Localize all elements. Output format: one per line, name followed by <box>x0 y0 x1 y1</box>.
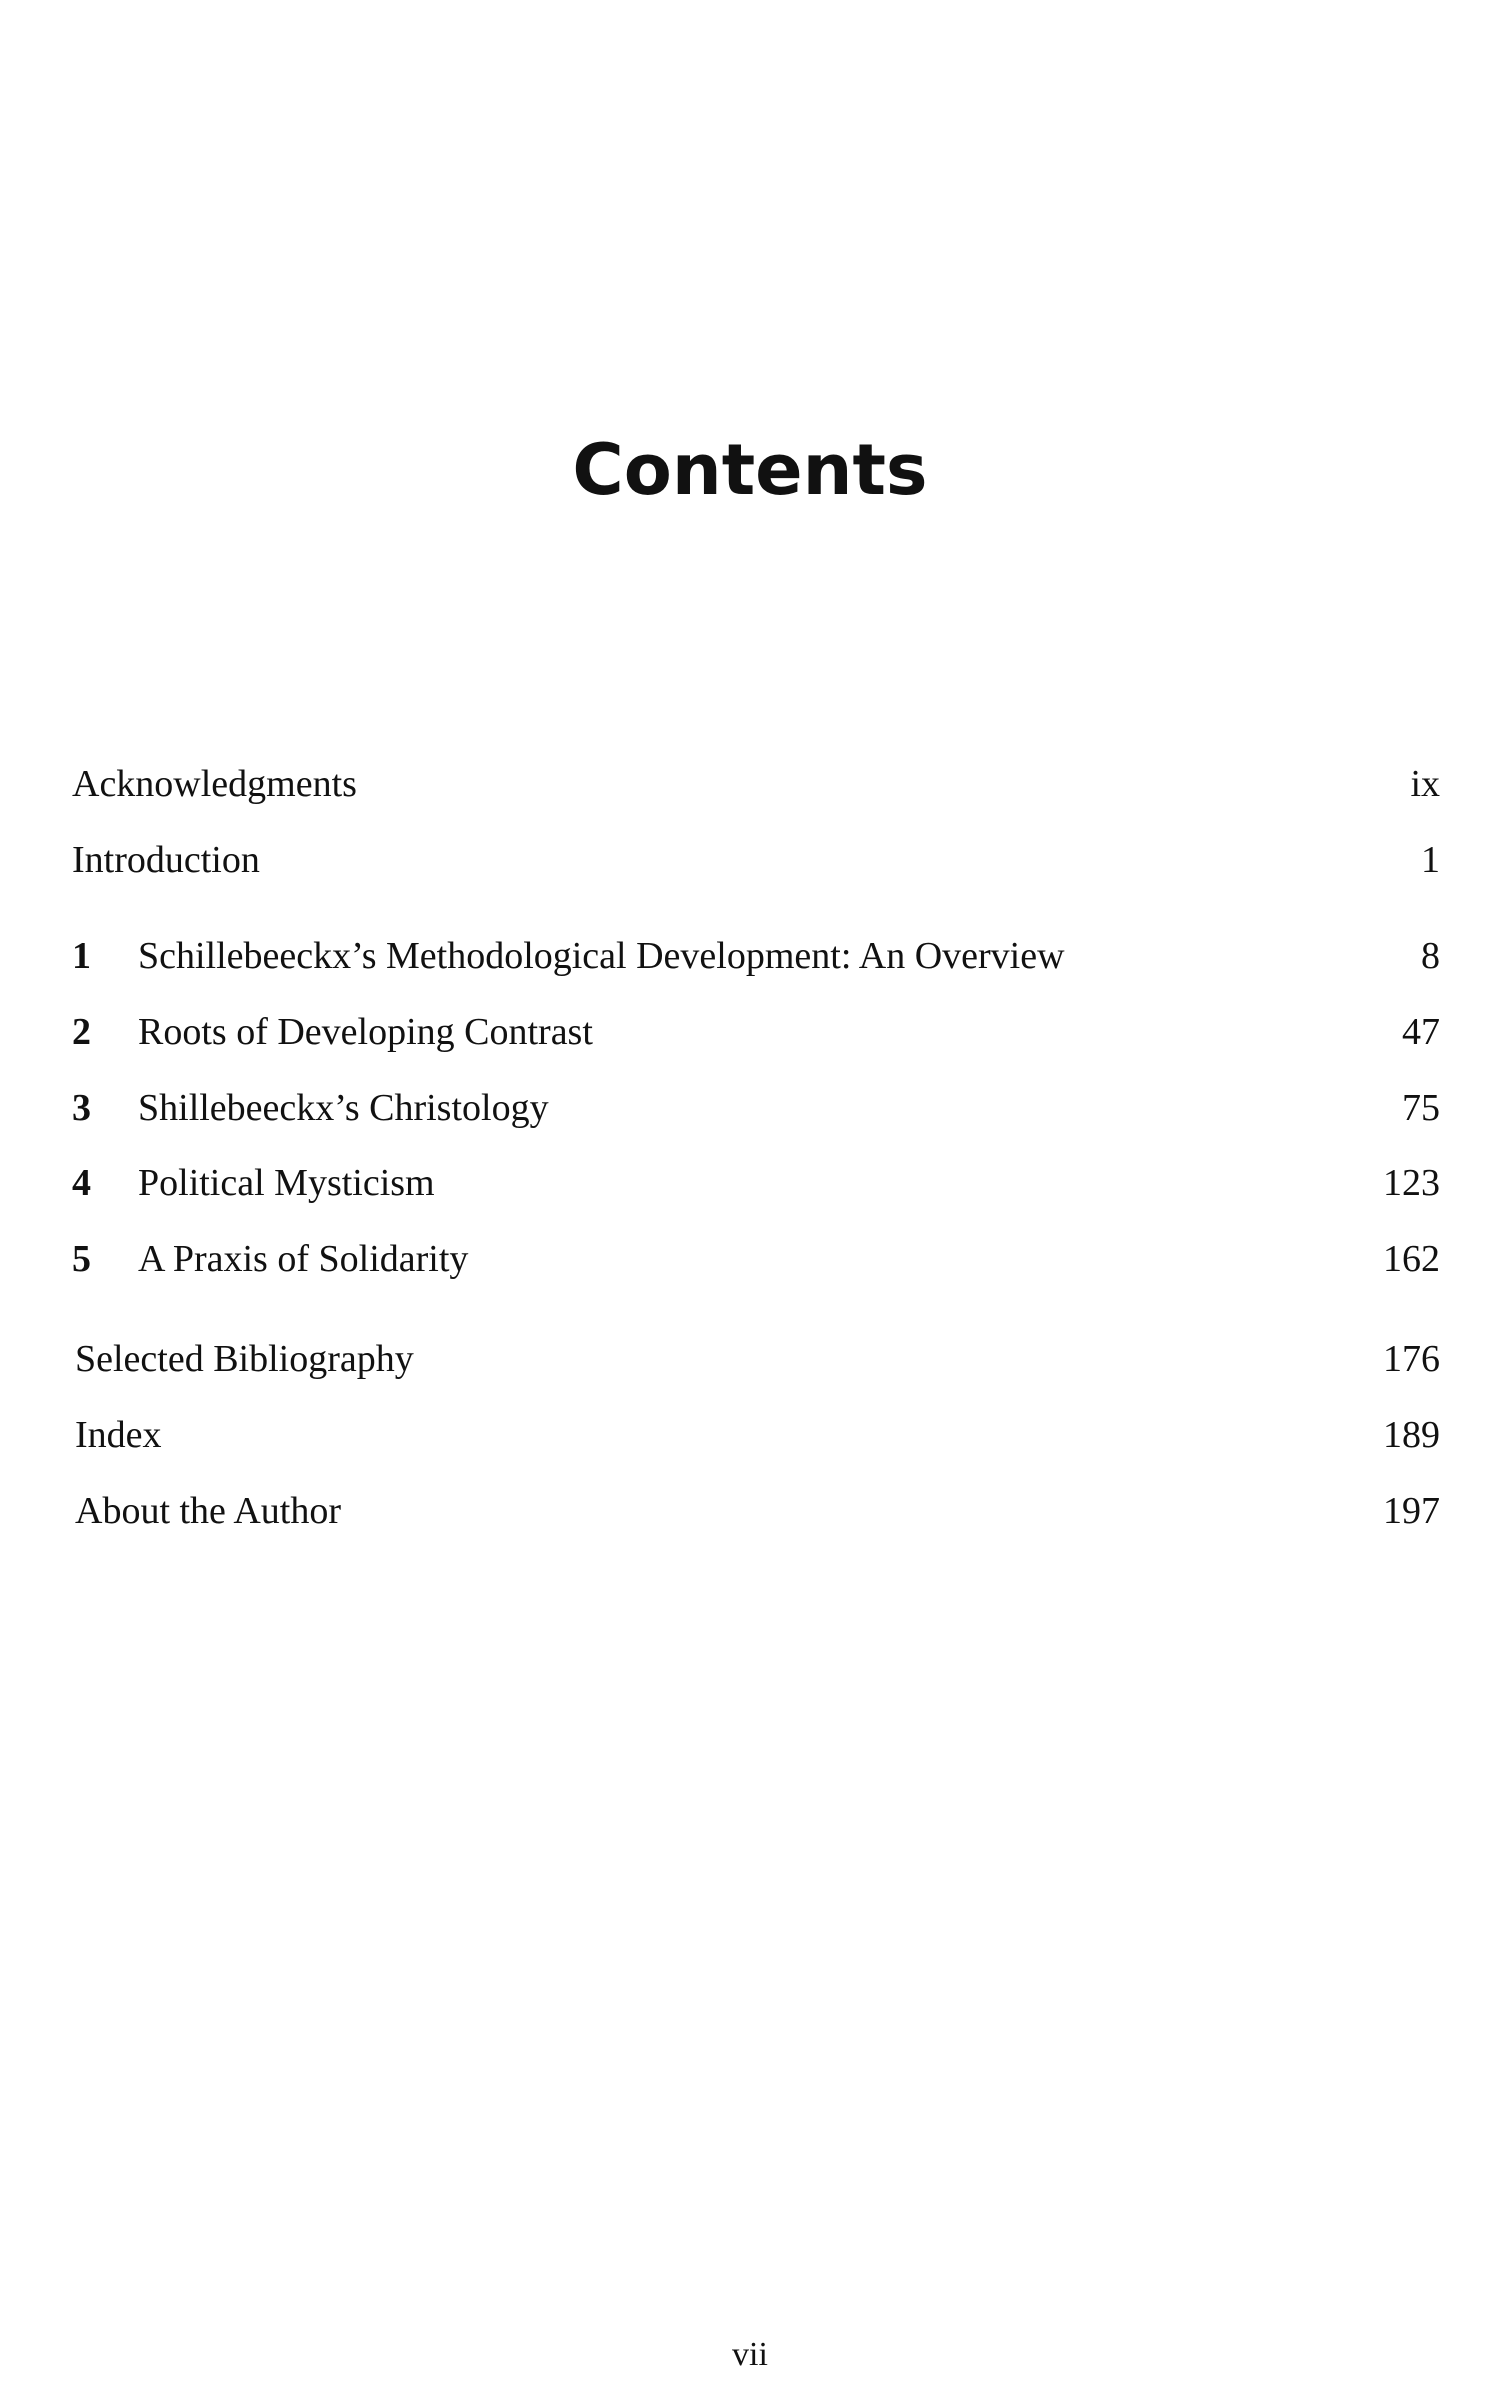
toc-entry-bibliography <box>72 1329 1440 1389</box>
toc-entry-about-the-author <box>72 1481 1440 1541</box>
toc-entry-page: ix <box>1410 763 1440 805</box>
toc-entry-label: Schillebeeckx’s Methodological Development: An Overview <box>138 935 1065 977</box>
toc-entry-acknowledgments <box>72 754 1440 814</box>
toc-entry-chapter-4 <box>72 1153 1440 1213</box>
toc-entry-label: About the Author <box>75 1490 341 1532</box>
toc-entry-label: A Praxis of Solidarity <box>138 1238 469 1280</box>
toc-entry-page: 197 <box>1383 1490 1440 1532</box>
toc-entry-page: 123 <box>1383 1162 1440 1204</box>
chapter-number: 4 <box>72 1162 91 1204</box>
toc-entry-page: 75 <box>1402 1087 1440 1129</box>
chapter-number: 1 <box>72 935 91 977</box>
chapter-number: 5 <box>72 1238 91 1280</box>
toc-entry-chapter-1 <box>72 926 1440 986</box>
toc-entry-label: Roots of Developing Contrast <box>138 1011 593 1053</box>
toc-entry-label: Selected Bibliography <box>75 1338 414 1380</box>
toc-entry-page: 189 <box>1383 1414 1440 1456</box>
toc-entry-label: Shillebeeckx’s Christology <box>138 1087 549 1129</box>
toc-entry-page: 162 <box>1383 1238 1440 1280</box>
page-title: Contents <box>572 429 928 511</box>
toc-entry-label: Acknowledgments <box>72 763 357 805</box>
toc-entry-label: Introduction <box>72 839 260 881</box>
page-number: vii <box>732 2336 768 2373</box>
toc-entry-label: Index <box>75 1414 162 1456</box>
toc-entry-chapter-2 <box>72 1002 1440 1062</box>
toc-entry-index <box>72 1405 1440 1465</box>
chapter-number: 2 <box>72 1011 91 1053</box>
toc-entry-label: Political Mysticism <box>138 1162 435 1204</box>
toc-entry-page: 1 <box>1421 839 1440 881</box>
toc-entry-introduction <box>72 830 1440 890</box>
toc-entry-chapter-3 <box>72 1078 1440 1138</box>
toc-entry-page: 176 <box>1383 1338 1440 1380</box>
chapter-number: 3 <box>72 1087 91 1129</box>
toc-entry-page: 8 <box>1421 935 1440 977</box>
toc-entry-page: 47 <box>1402 1011 1440 1053</box>
toc-entry-chapter-5 <box>72 1229 1440 1289</box>
